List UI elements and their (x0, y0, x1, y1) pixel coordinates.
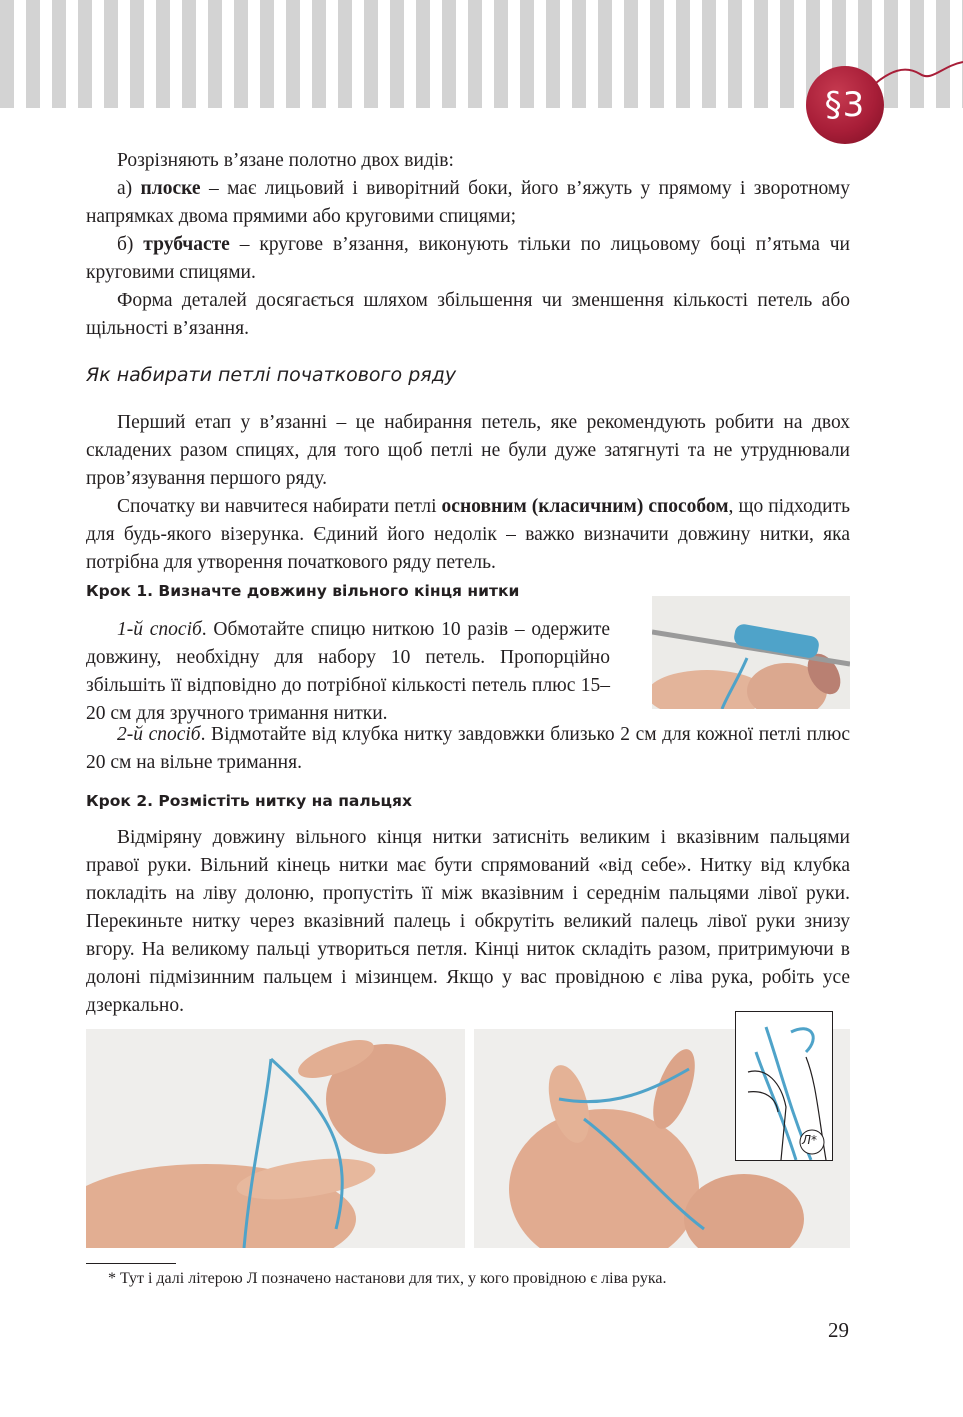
term-basic-method: основним (класичним) способом (441, 496, 729, 517)
diagram-label: Л* (802, 1133, 818, 1147)
intro-block (86, 147, 850, 343)
step1-method2: 2-й спосіб. Відмотайте від клубка нитку завдовжки близько 2 см для кожної петлі плюс 20 см на вільне тримання. (86, 724, 850, 773)
hand-thread-photo-left (86, 1029, 465, 1248)
footnote: * Тут і далі літерою Л позначено настанови для тих, у кого провідною є ліва рука. (108, 1270, 667, 1287)
body-block (86, 409, 850, 577)
first-stage-paragraph: Перший етап у в’язанні – це набирання петель, яке рекомендують робити на двох складених разом спицях, для того щоб петлі не були дуже затягнуті та не утруднювали пров’язування першого ряду. (86, 412, 850, 489)
step2-heading: Крок 2. Розмістіть нитку на пальцях (86, 792, 412, 810)
yarn-thread-decoration (870, 60, 963, 100)
needle-wrapping-photo (652, 596, 850, 709)
footnote-rule (86, 1263, 176, 1264)
section-badge-label: §3 (824, 85, 866, 125)
term-tubular: трубчасте (143, 234, 230, 255)
step2-text: Відміряну довжину вільного кінця нитки затисніть великим і вказівним пальцями правої руки. Вільний кінець нитки має бути спрямований «від себе». Нитку від клубка покладіть на ліву долоню, пропустіть її між вказівним і середнім пальцями лівої руки. Перекиньте нитку через вказівний палець і обкрутіть великий палець лівої руки знизу вгору. На великому пальці утвориться петля. Кінці ниток складіть разом, притримуючи в долоні підмізинним пальцем і мізинцем. Якщо у вас провідною є ліва рука, робіть усе дзеркально. (86, 827, 850, 1016)
intro-paragraph: Розрізняють в’язане полотно двох видів: (117, 150, 454, 171)
step1-heading: Крок 1. Визначте довжину вільного кінця нитки (86, 582, 520, 600)
page-number: 29 (828, 1318, 849, 1342)
method2-label: 2-й спосіб (117, 724, 201, 745)
basic-method-paragraph: Спочатку ви навчитеся набирати петлі основним (класичним) способом, що підходить для будь-якого візерунка. Єдиний його недолік – важко визначити довжину нитки, яка потрібна для утворення початкового ряду петель. (86, 496, 850, 573)
step1-method1: 1-й спосіб. Обмотайте спицю ниткою 10 разів – одержите довжину, необхідну для набору 10 петель. Пропорційно збільшіть її відповідно до потрібної кількості петель плюс 15–20 см для зручного тримання нитки. (86, 619, 610, 724)
method1-label: 1-й спосіб (117, 619, 202, 640)
section-badge (806, 66, 884, 144)
tubular-fabric-item: б) трубчасте – кругове в’язання, виконують тільки по лицьовому боці п’ятьма чи круговими спицями. (86, 234, 850, 283)
flat-fabric-item: а) плоске – має лицьовий і виворітний боки, його в’яжуть у прямому і зворотному напрямках двома прямими або круговими спицями; (86, 178, 850, 227)
left-hand-diagram (735, 1011, 833, 1161)
shape-paragraph: Форма деталей досягається шляхом збільшення чи зменшення кількості петель або щільності в’язання. (86, 290, 850, 339)
section-title: Як набирати петлі початкового ряду (86, 364, 457, 386)
term-flat: плоске (140, 178, 201, 199)
